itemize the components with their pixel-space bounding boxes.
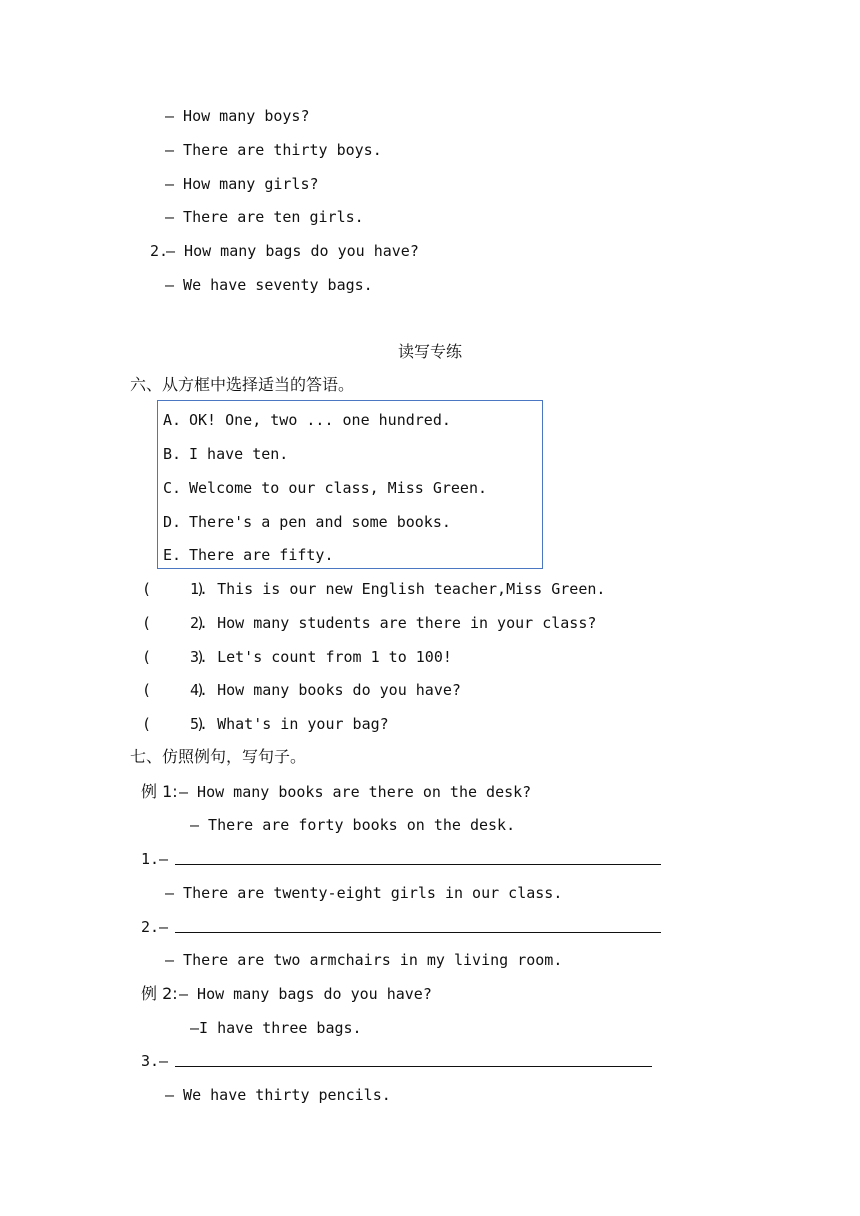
section-seven-heading: 七、仿照例句，写句子。 (130, 747, 307, 766)
answer-blank[interactable]: ( ) (142, 681, 206, 699)
given-answer: — There are two armchairs in my living room. (165, 951, 563, 969)
answer-blank[interactable]: ( ) (142, 580, 206, 598)
given-answer: — We have thirty pencils. (165, 1086, 391, 1104)
question-text: 5. What's in your bag? (190, 715, 389, 733)
dialogue-line: — There are thirty boys. (165, 141, 382, 159)
answer-blank[interactable]: ( ) (142, 715, 206, 733)
example-question: — How many bags do you have? (179, 985, 432, 1003)
section-six-heading: 六、从方框中选择适当的答语。 (130, 375, 355, 394)
question-text: 1. This is our new English teacher,Miss Green. (190, 580, 606, 598)
dialogue-line: — We have seventy bags. (165, 276, 373, 294)
writing-line[interactable] (175, 932, 661, 933)
dialogue-line: — There are ten girls. (165, 208, 364, 226)
dialogue-line: — How many girls? (165, 175, 319, 193)
item-number: 2. (150, 242, 169, 260)
question-text: 4. How many books do you have? (190, 681, 461, 699)
writing-line[interactable] (175, 1066, 652, 1067)
option-text: OK! One, two ... one hundred. (189, 411, 451, 429)
answer-blank[interactable]: ( ) (142, 614, 206, 632)
option-text: There are fifty. (189, 546, 334, 564)
dialogue-line: — How many bags do you have? (166, 242, 419, 260)
option-letter: E. (163, 546, 182, 564)
example-label: 例 1: (141, 782, 178, 801)
item-number: 3.— (141, 1052, 169, 1070)
option-text: There's a pen and some books. (189, 513, 451, 531)
example-answer: —I have three bags. (190, 1019, 362, 1037)
section-title: 读写专练 (397, 342, 462, 361)
question-text: 3. Let's count from 1 to 100! (190, 648, 452, 666)
example-question: — How many books are there on the desk? (179, 783, 532, 801)
answer-blank[interactable]: ( ) (142, 648, 206, 666)
example-answer: — There are forty books on the desk. (190, 816, 516, 834)
option-letter: C. (163, 479, 182, 497)
option-letter: B. (163, 445, 182, 463)
item-number: 1.— (141, 850, 169, 868)
option-letter: D. (163, 513, 182, 531)
dialogue-line: — How many boys? (165, 107, 310, 125)
option-text: Welcome to our class, Miss Green. (189, 479, 488, 497)
writing-line[interactable] (175, 864, 661, 865)
item-number: 2.— (141, 918, 169, 936)
option-letter: A. (163, 411, 182, 429)
given-answer: — There are twenty-eight girls in our class. (165, 884, 563, 902)
question-text: 2. How many students are there in your class? (190, 614, 597, 632)
option-text: I have ten. (189, 445, 289, 463)
example-label: 例 2: (141, 984, 178, 1003)
